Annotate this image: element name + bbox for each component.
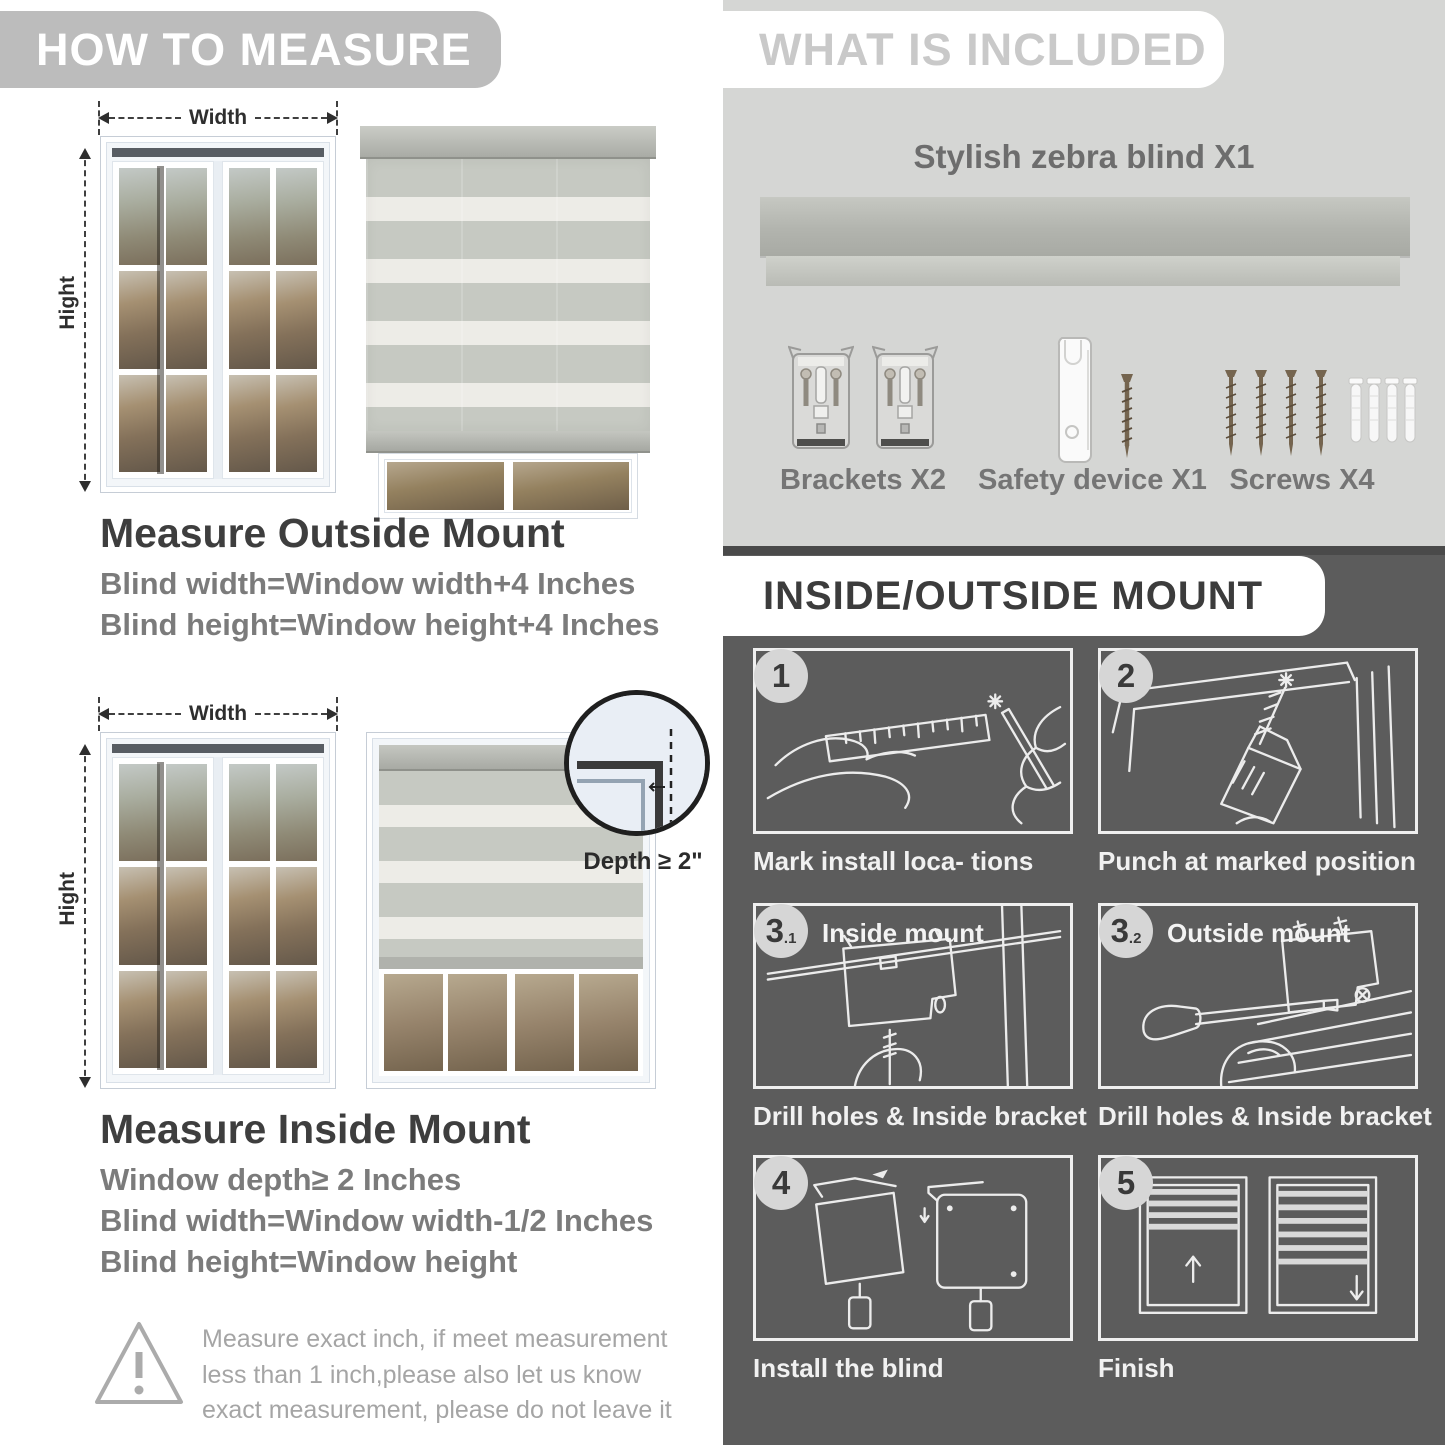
outside-mount-label: Outside mount <box>1167 918 1351 948</box>
step-panel-2 <box>1098 648 1418 834</box>
height-measure-outside <box>84 150 86 490</box>
window-sash <box>112 161 214 479</box>
screws-and-anchors-icon <box>1222 366 1422 462</box>
window-sash <box>112 757 214 1075</box>
zebra-blind-rail <box>366 431 650 453</box>
warning-icon <box>92 1316 186 1412</box>
screw-icon <box>1118 372 1136 460</box>
step-panel-4 <box>753 1155 1073 1341</box>
step-number-badge: 5 <box>1099 1156 1153 1210</box>
safety-device-icon <box>1052 334 1098 468</box>
step-number-badge: 3 .1 <box>754 904 808 958</box>
window-photo-outside <box>100 136 336 493</box>
width-measure-inside <box>98 703 338 725</box>
window-photo-inside <box>100 732 336 1089</box>
what-is-included-header: WHAT IS INCLUDED <box>723 11 1224 88</box>
height-measure-inside <box>84 746 86 1086</box>
window-top-rod <box>112 148 324 157</box>
step-number-badge: 4 <box>754 1156 808 1210</box>
step-panel-3-2 <box>1098 903 1418 1089</box>
depth-label: Depth ≥ 2" <box>583 848 703 875</box>
inside-mount-title: Measure Inside Mount <box>100 1106 531 1152</box>
step-number-badge: 2 <box>1099 649 1153 703</box>
magnifier-icon <box>564 690 710 836</box>
measure-tick <box>98 101 100 135</box>
bracket-icon <box>872 340 938 462</box>
measure-warning-text: Measure exact inch, if meet measurement less than 1 inch,please also let us know exact measurement, please do not leave it <box>202 1325 672 1424</box>
step-caption-5: Finish <box>1098 1353 1175 1383</box>
width-measure-outside <box>98 107 338 129</box>
safety-device-label: Safety device X1 <box>978 464 1207 496</box>
measure-tick <box>336 697 338 731</box>
window-sash <box>222 757 324 1075</box>
height-label: Hight <box>56 270 80 336</box>
step-panel-5 <box>1098 1155 1418 1341</box>
blind-headrail <box>760 197 1410 256</box>
bracket-icon <box>788 340 854 462</box>
window-sash <box>222 161 324 479</box>
how-to-measure-header: HOW TO MEASURE <box>0 11 501 88</box>
window-top-rod <box>112 744 324 753</box>
inside-outside-mount-header: INSIDE/OUTSIDE MOUNT <box>723 556 1325 636</box>
brackets-label: Brackets X2 <box>779 464 947 496</box>
step-panel-3-1 <box>753 903 1073 1089</box>
width-label: Width <box>188 702 248 725</box>
step-caption-4: Install the blind <box>753 1353 944 1383</box>
inside-rule-height: Blind height=Window height <box>100 1244 518 1279</box>
width-label: Width <box>188 106 248 129</box>
step-caption-1: Mark install loca- tions <box>753 846 1034 876</box>
inside-rule-width: Blind width=Window width-1/2 Inches <box>100 1203 654 1238</box>
outside-rule-width: Blind width=Window width+4 Inches <box>100 566 636 601</box>
blind-item-label: Stylish zebra blind X1 <box>913 138 1255 175</box>
inside-rule-depth: Window depth≥ 2 Inches <box>100 1162 462 1197</box>
screws-label: Screws X4 <box>1229 464 1375 496</box>
outside-mount-title: Measure Outside Mount <box>100 510 565 556</box>
measure-tick <box>98 697 100 731</box>
zebra-blind-cassette <box>360 126 656 159</box>
inside-mount-label: Inside mount <box>822 918 984 948</box>
step-caption-3-2: Drill holes & Inside bracket <box>1098 1101 1432 1131</box>
outside-rule-height: Blind height=Window height+4 Inches <box>100 607 660 642</box>
blind-headrail-lower <box>766 256 1400 286</box>
height-label: Hight <box>56 866 80 932</box>
step-caption-3-1: Drill holes & Inside bracket <box>753 1101 1087 1131</box>
step-caption-2: Punch at marked position <box>1098 846 1416 876</box>
step-number-badge: 3 .2 <box>1099 904 1153 958</box>
zebra-blind-shade <box>366 159 650 431</box>
step-panel-1 <box>753 648 1073 834</box>
step-number-badge: 1 <box>754 649 808 703</box>
section-divider <box>723 546 1445 555</box>
measure-tick <box>336 101 338 135</box>
